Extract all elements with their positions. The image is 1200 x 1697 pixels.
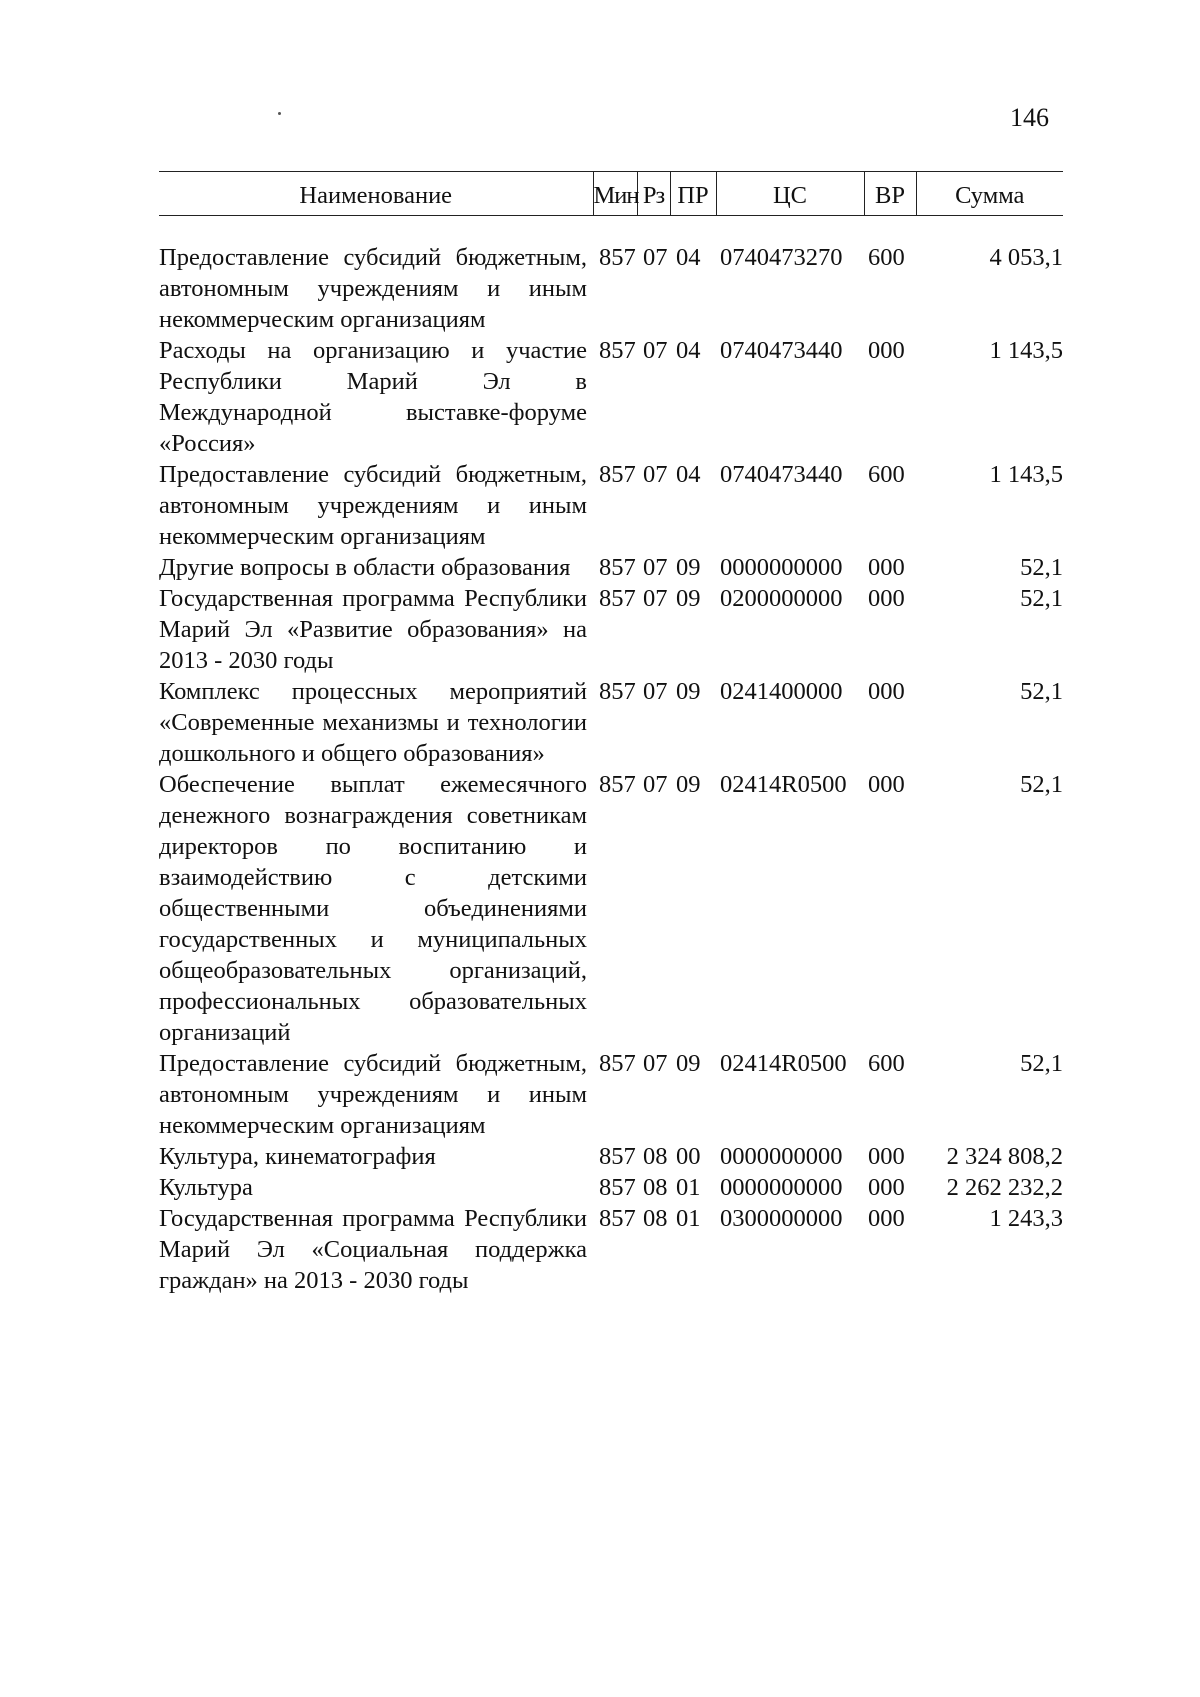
row-vr: 000: [868, 771, 905, 798]
row-vr: 600: [868, 244, 905, 271]
table-row: [159, 583, 1063, 676]
row-pr: 04: [676, 461, 701, 488]
row-cs: 0241400000: [720, 678, 843, 705]
row-name: Комплекс процессных мероприятий «Современные механизмы и технологии дошкольного и общего образования»: [159, 678, 587, 767]
page-number: 146: [1010, 103, 1049, 132]
row-pr: 04: [676, 244, 701, 271]
row-min: 857: [599, 554, 636, 581]
table-row: [159, 676, 1063, 769]
row-sum: 52,1: [1020, 1050, 1063, 1077]
table-row: [159, 769, 1063, 1048]
row-cs: 0740473440: [720, 461, 843, 488]
row-min: 857: [599, 337, 636, 364]
row-sum: 2 262 232,2: [946, 1174, 1063, 1201]
row-vr: 000: [868, 554, 905, 581]
row-pr: 09: [676, 771, 701, 798]
row-vr: 000: [868, 678, 905, 705]
row-sum: 52,1: [1020, 771, 1063, 798]
row-vr: 000: [868, 337, 905, 364]
row-name: Обеспечение выплат ежемесячного денежного вознаграждения советникам директоров по воспитанию и взаимодействию с детскими общественными объединениями государственных и муниципальных общеобразовательных организаций, профессиональных образовательных организаций: [159, 771, 587, 1046]
header-pr: ПР: [670, 172, 716, 216]
row-rz: 07: [643, 771, 668, 798]
row-name: Предоставление субсидий бюджетным, автономным учреждениям и иным некоммерческим организациям: [159, 1050, 587, 1139]
row-rz: 08: [643, 1143, 668, 1170]
row-sum: 52,1: [1020, 678, 1063, 705]
table-header: [159, 172, 1063, 216]
table-row: [159, 459, 1063, 552]
row-name: Предоставление субсидий бюджетным, автономным учреждениям и иным некоммерческим организациям: [159, 244, 587, 333]
row-name: Культура, кинематография: [159, 1143, 436, 1170]
row-name: Государственная программа Республики Марий Эл «Развитие образования» на 2013 - 2030 годы: [159, 585, 587, 674]
row-rz: 07: [643, 678, 668, 705]
row-pr: 04: [676, 337, 701, 364]
row-min: 857: [599, 244, 636, 271]
row-sum: 52,1: [1020, 585, 1063, 612]
table-row: [159, 1048, 1063, 1141]
row-min: 857: [599, 771, 636, 798]
row-min: 857: [599, 1050, 636, 1077]
table-row: [159, 1141, 1063, 1172]
row-cs: 0300000000: [720, 1205, 843, 1232]
row-cs: 0200000000: [720, 585, 843, 612]
row-sum: 1 143,5: [989, 337, 1063, 364]
row-pr: 09: [676, 1050, 701, 1077]
header-vr: ВР: [864, 172, 916, 216]
table-row: [159, 335, 1063, 459]
row-vr: 600: [868, 461, 905, 488]
row-cs: 0000000000: [720, 1143, 843, 1170]
row-vr: 000: [868, 1205, 905, 1232]
row-min: 857: [599, 678, 636, 705]
row-cs: 0740473270: [720, 244, 843, 271]
row-pr: 09: [676, 585, 701, 612]
row-min: 857: [599, 1143, 636, 1170]
header-spacer: [159, 216, 1063, 243]
row-sum: 52,1: [1020, 554, 1063, 581]
table-body: [159, 216, 1063, 1297]
header-name: Наименование: [159, 172, 593, 216]
row-pr: 09: [676, 554, 701, 581]
table-row: [159, 552, 1063, 583]
row-name: Государственная программа Республики Марий Эл «Социальная поддержка граждан» на 2013 - 2030 годы: [159, 1205, 587, 1294]
row-min: 857: [599, 461, 636, 488]
row-name: Расходы на организацию и участие Республики Марий Эл в Международной выставке-форуме «Россия»: [159, 337, 587, 457]
row-rz: 07: [643, 585, 668, 612]
row-min: 857: [599, 1174, 636, 1201]
row-rz: 08: [643, 1205, 668, 1232]
row-vr: 600: [868, 1050, 905, 1077]
row-sum: 1 143,5: [989, 461, 1063, 488]
row-min: 857: [599, 1205, 636, 1232]
row-name: Другие вопросы в области образования: [159, 554, 571, 581]
table-row: [159, 242, 1063, 335]
row-cs: 02414R0500: [720, 1050, 847, 1077]
row-rz: 07: [643, 337, 668, 364]
row-cs: 02414R0500: [720, 771, 847, 798]
header-rz: Рз: [637, 172, 670, 216]
row-sum: 1 243,3: [989, 1205, 1063, 1232]
row-vr: 000: [868, 1143, 905, 1170]
row-sum: 4 053,1: [989, 244, 1063, 271]
table-row: [159, 1203, 1063, 1296]
budget-table: [159, 171, 1063, 1296]
row-sum: 2 324 808,2: [946, 1143, 1063, 1170]
header-cs: ЦС: [716, 172, 864, 216]
header-sum: Сумма: [916, 172, 1063, 216]
row-vr: 000: [868, 585, 905, 612]
row-cs: 0000000000: [720, 1174, 843, 1201]
scan-speck: [278, 112, 281, 115]
row-rz: 08: [643, 1174, 668, 1201]
row-pr: 01: [676, 1205, 701, 1232]
row-rz: 07: [643, 1050, 668, 1077]
row-pr: 00: [676, 1143, 701, 1170]
row-cs: 0000000000: [720, 554, 843, 581]
row-min: 857: [599, 585, 636, 612]
row-cs: 0740473440: [720, 337, 843, 364]
row-rz: 07: [643, 244, 668, 271]
row-rz: 07: [643, 554, 668, 581]
row-name: Предоставление субсидий бюджетным, автономным учреждениям и иным некоммерческим организациям: [159, 461, 587, 550]
row-pr: 01: [676, 1174, 701, 1201]
table-row: [159, 1172, 1063, 1203]
row-name: Культура: [159, 1174, 253, 1201]
row-vr: 000: [868, 1174, 905, 1201]
header-min: Мин: [593, 172, 637, 216]
row-rz: 07: [643, 461, 668, 488]
row-pr: 09: [676, 678, 701, 705]
